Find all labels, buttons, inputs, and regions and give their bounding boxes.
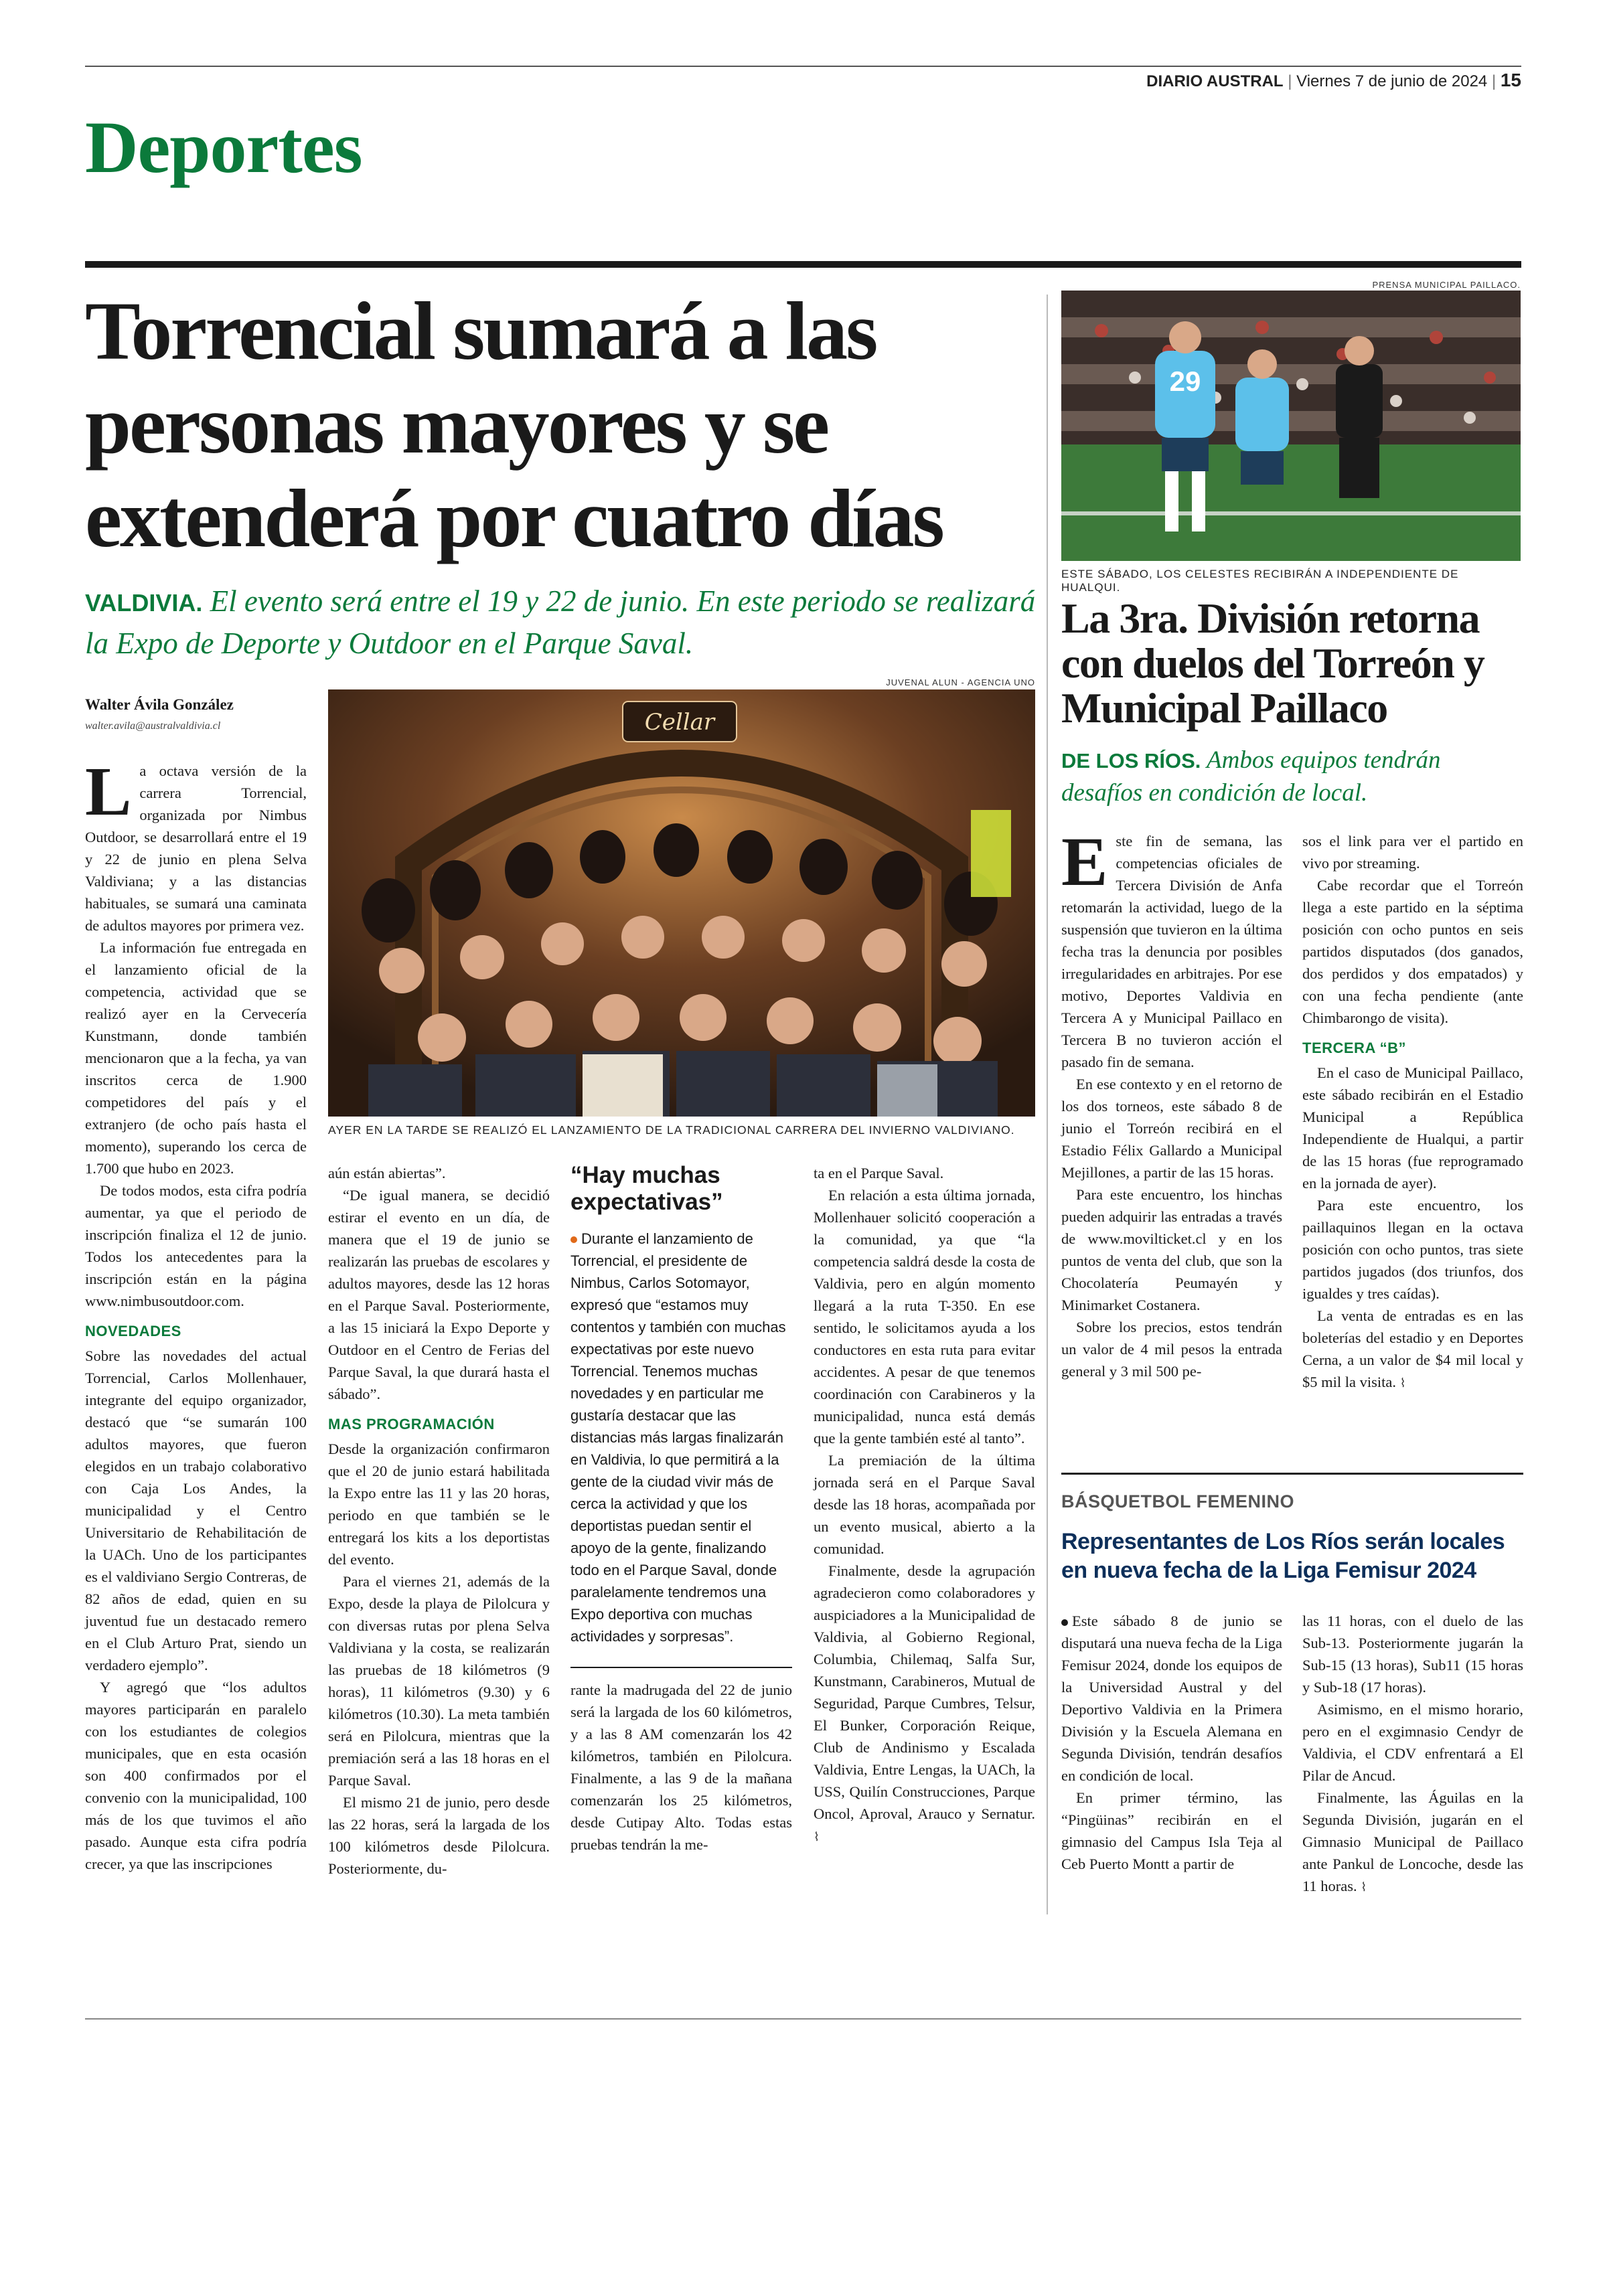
football-photo-illustration (1061, 291, 1521, 561)
drop-cap: E (1061, 823, 1108, 900)
pull-quote-text: Durante el lanzamiento de Torrencial, el presidente de Nimbus, Carlos Sotomayor, expresó que “estamos muy contentos y también con muchas expectativas por este nuevo Torrencial. Tenemos muchas novedades y en particular me gustaría destacar que las distancias más largas finalizarán en Valdivia, lo que permitirá a la gente de la ciudad vivir más de cerca la actividad y que los deportistas puedan sentir el apoyo de la gente, finalizando todo en el Parque Saval, donde paralelamente tendremos una Expo deportiva con muchas actividades y sorpresas”. (570, 1230, 786, 1645)
pull-quote-rule (570, 1667, 792, 1668)
paragraph: El mismo 21 de junio, pero desde las 22 horas, será la largada de los 100 kilómetros desde Pilolcura. Posteriormente, du- (328, 1794, 550, 1877)
basket-column-1 (1061, 1610, 1282, 1875)
paragraph: La información fue entregada en el lanzamiento oficial de la competencia, actividad que se realizó ayer en la Cervecería Kunstmann, donde también mencionaron que a la fecha, ya van inscritos cerca de 1.900 competidores del país y el extranjero (de ocho país hasta el momento), superando los cerca de 1.700 que hubo en 2023. (85, 939, 307, 1177)
paragraph: Desde la organización confirmaron que el 20 de junio estará habilitada la Expo entre las 11 y las 20 horas, periodo en que también se le entregará los kits a los deportistas del evento. (328, 1441, 550, 1568)
folio: DIARIO AUSTRAL | Viernes 7 de junio de 2024 | 15 (1146, 70, 1521, 90)
basket-column-2 (1302, 1610, 1523, 1898)
paragraph: Para este encuentro, los hinchas pueden adquirir las entradas a través de www.movilticket.cl y en los puntos de venta del club, que son la Chocolatería Peumayén y Minimarket Costanera. (1061, 1186, 1282, 1313)
paragraph: Finalmente, desde la agrupación agradecieron como colaboradores y auspiciadores a la Municipalidad de Valdivia, al Gobierno Regional, Columbia, Chilemaq, Salfa Sur, Kunstmann, Carabineros, Mutual de Seguridad, Parque Cumbres, Telsur, El Bunker, Corporación Reique, Club de Andinismo y Escalada Valdivia, Entre Lengas, la UACh, la USS, Quilín Construcciones, Parque Oncol, Aproval, Arauco y Sernatur. (814, 1562, 1035, 1822)
side-photo-caption: ESTE SÁBADO, LOS CELESTES RECIBIRÁN A INDEPENDIENTE DE HUALQUI. (1061, 568, 1459, 594)
cellar-sign: Cellar (644, 709, 715, 736)
side-column-2 (1302, 830, 1523, 1394)
launch-event-photo (328, 689, 1035, 1117)
kicker-place: DE LOS RÍOS. (1061, 749, 1201, 772)
main-column-4 (814, 1162, 1035, 1848)
jersey-number: 29 (1169, 365, 1201, 397)
basket-headline: Representantes de Los Ríos serán locales en nueva fecha de la Liga Femisur 2024 (1061, 1529, 1505, 1583)
subhead-mas-programacion: MAS PROGRAMACIÓN (328, 1416, 495, 1432)
kicker-text: Ambos equipos tendrán desafíos en condición de local. (1061, 746, 1441, 807)
football-match-photo (1061, 291, 1521, 561)
main-photo-caption: AYER EN LA TARDE SE REALIZÓ EL LANZAMIENTO DE LA TRADICIONAL CARRERA DEL INVIERNO VALDIVIANO. (328, 1123, 1015, 1137)
section-bar (85, 261, 1521, 268)
paragraph: En el caso de Municipal Paillaco, este sábado recibirán en el Estadio Municipal a República Independiente de Hualqui, a partir de las 15 horas (fue reprogramado en la jornada de ayer). (1302, 1064, 1523, 1192)
side-headline: La 3ra. División retorna con duelos del Torreón y Municipal Paillaco (1061, 594, 1484, 732)
subhead-tercera-b: TERCERA “B” (1302, 1040, 1407, 1056)
paragraph: Para el viernes 21, además de la Expo, desde la playa de Pilolcura y con diversas rutas por plena Selva Valdiviana y la costa, se realizarán las pruebas de 18 kilómetros (9 horas), 11 kilómetros (9.30) y 6 kilómetros (10.30). La meta también será en Pilolcura, mientras que la premiación será a las 18 horas en el Parque Saval. (328, 1573, 550, 1789)
paragraph: En ese contexto y en el retorno de los dos torneos, este sábado 8 de junio el Torreón recibirá en el Estadio Félix Gallardo a Municipal Mejillones, a partir de las 15 horas. (1061, 1076, 1282, 1181)
main-column-2 (328, 1162, 550, 1880)
kicker-text: El evento será entre el 19 y 22 de junio. En este periodo se realizará la Expo de Deporte y Outdoor en el Parque Saval. (85, 584, 1036, 660)
paragraph: Y agregó que “los adultos mayores participarán en paralelo con los estudiantes de colegios municipales, que en esta ocasión son 400 confirmados por el convenio con la municipalidad, 100 más de los que tuvimos el año pasado. Aunque esta cifra podría crecer, ya que las inscripciones (85, 1679, 307, 1872)
side-column-1 (1061, 823, 1282, 1382)
subhead-novedades: NOVEDADES (85, 1323, 181, 1339)
pull-quote-box (570, 1162, 792, 1647)
column-divider (1047, 295, 1048, 1914)
author-email: walter.avila@australvaldivia.cl (85, 720, 221, 732)
paragraph: Cabe recordar que el Torreón llega a este partido en la séptima posición con ocho puntos en seis partidos disputados (dos ganados, dos perdidos y dos empatados) y con una fecha pendiente (ante Chimbarongo de visita). (1302, 877, 1523, 1026)
top-rule (85, 66, 1521, 67)
issue-date: Viernes 7 de junio de 2024 (1296, 72, 1488, 90)
paragraph: Asimismo, en el mismo horario, pero en el exgimnasio Cendyr de Valdivia, el CDV enfrentará a El Pilar de Ancud. (1302, 1701, 1523, 1784)
main-column-3 (570, 1679, 792, 1856)
side-photo-credit: PRENSA MUNICIPAL PAILLACO. (1372, 280, 1521, 290)
bullet-dot-icon (570, 1236, 577, 1243)
paragraph: La venta de entradas es en las boleterías del estadio y en Deportes Cerna, a un valor de $4 mil local y $5 mil la visita. (1302, 1307, 1523, 1390)
paragraph: Sobre las novedades del actual Torrencial, Carlos Mollenhauer, integrante del equipo organizador, destacó que “se sumarán 100 adultos mayores, que fueron elegidos en un trabajo colaborativo con Caja Los Andes, la municipalidad y el Centro Universitario de Rehabilitación de la UACh. Uno de los participantes es el valdiviano Sergio Contreras, de 82 años de edad, quien en su juventud fue un destacado remero en el Club Arturo Prat, siendo un verdadero ejemplo”. (85, 1347, 307, 1673)
bottom-rule (85, 2018, 1521, 2020)
kicker-place: VALDIVIA. (85, 589, 203, 617)
main-column-1 (85, 753, 307, 1875)
paragraph: Este sábado 8 de junio se disputará una nueva fecha de la Liga Femisur 2024, donde los equipos de la Universidad Austral y del Deportivo Valdivia en la Primera División y la Escuela Alemana en Segunda División, tendrán desafíos en condición de local. (1061, 1613, 1282, 1784)
paragraph: De todos modos, esta cifra podría aumentar, ya que el periodo de inscripción finaliza el 12 de junio. Todos los antecedentes para la inscripción están en la página www.nimbusoutdoor.com. (85, 1182, 307, 1309)
paragraph: las 11 horas, con el duelo de las Sub-13. Posteriormente jugarán la Sub-15 (13 horas), Sub11 (15 horas y Sub-18 (17 horas). (1302, 1613, 1523, 1696)
section-title: Deportes (85, 106, 362, 188)
basket-label: BÁSQUETBOL FEMENINO (1061, 1491, 1295, 1511)
paragraph: ta en el Parque Saval. (814, 1165, 944, 1181)
paragraph: Finalmente, las Águilas en la Segunda División, jugarán en el Gimnasio Municipal de Paillaco ante Pankul de Loncoche, desde las 11 horas. (1302, 1789, 1523, 1894)
paragraph: a octava versión de la carrera Torrencial, organizada por Nimbus Outdoor, se desarrollará entre el 19 y 22 de junio en plena Selva Valdiviana; y a las distancias habituales, se sumará una caminata de adultos mayores por primera vez. (85, 762, 307, 934)
paragraph: rante la madrugada del 22 de junio será la largada de los 60 kilómetros, y a las 8 AM comenzarán los 42 kilómetros, también en Pilolcura. Finalmente, a las 9 de la mañana comenzarán los 25 kilómetros, desde Cutipay Alto. Todas estas pruebas tendrán la me- (570, 1682, 792, 1853)
paragraph: aún están abiertas”. (328, 1165, 446, 1181)
bullet-dot-icon (1061, 1619, 1068, 1626)
drop-cap: L (85, 753, 132, 830)
end-mark-icon: ⌇ (1399, 1376, 1406, 1390)
main-headline: Torrencial sumará a las personas mayores y se extenderá por cuatro días (85, 285, 943, 564)
page-number: 15 (1500, 70, 1521, 90)
end-mark-icon: ⌇ (1361, 1880, 1367, 1894)
paragraph: En relación a esta última jornada, Mollenhauer solicitó cooperación a la comunidad, ya que “la competencia saldrá desde la costa de Valdivia, pero en algún momento llegará a la ruta T-350. En ese sentido, le solicitamos ayuda a los conductores en esta ruta para evitar accidentes. A pesar de que tenemos coordinación con Carabineros y la municipalidad, nunca está demás que la gente también esté al tanto”. (814, 1187, 1035, 1447)
paragraph: Sobre los precios, estos tendrán un valor de 4 mil pesos la entrada general y 3 mil 500 pe- (1061, 1319, 1282, 1380)
paragraph: sos el link para ver el partido en vivo por streaming. (1302, 833, 1523, 872)
paragraph: Para este encuentro, los paillaquinos llegan en la octava posición con ocho puntos, tras siete partidos jugados (dos triunfos, dos igualdes y tres caídas). (1302, 1197, 1523, 1302)
publication-name: DIARIO AUSTRAL (1146, 72, 1284, 90)
paragraph: ste fin de semana, las competencias oficiales de Tercera División de Anfa retomarán la actividad, luego de la suspensión que tuvieron en la última fecha tras la denuncia por posibles irregularidades en arbitrajes. Por ese motivo, Deportes Valdivia en Tercera A y Municipal Paillaco en Tercera B no tuvieron acción el pasado fin de semana. (1061, 833, 1282, 1070)
side-kicker (1061, 744, 1523, 809)
end-mark-icon: ⌇ (814, 1830, 820, 1844)
photo-credit: JUVENAL ALUN - AGENCIA UNO (886, 677, 1035, 687)
paragraph: En primer término, las “Pingüinas” recibirán en el gimnasio del Campus Isla Teja al Ceb Puerto Montt a partir de (1061, 1789, 1282, 1872)
basket-top-rule (1061, 1473, 1523, 1475)
paragraph: La premiación de la última jornada será en el Parque Saval desde las 18 horas, acompañada por un evento musical, abierto a la comunidad. (814, 1452, 1035, 1557)
author-name: Walter Ávila González (85, 696, 234, 713)
pull-quote-title: “Hay muchas expectativas” (570, 1162, 723, 1215)
paragraph: “De igual manera, se decidió estirar el evento en un día, de manera que el 19 de junio se realizarán las pruebas de escolares y adultos mayores, desde las 12 horas en el Parque Saval. Posteriormente, a las 15 iniciará la Expo Deporte y Outdoor en el Centro de Ferias del Parque Saval, la que durará hasta el sábado”. (328, 1187, 550, 1402)
crowd-photo-illustration (328, 689, 1035, 1117)
main-kicker (85, 581, 1056, 663)
